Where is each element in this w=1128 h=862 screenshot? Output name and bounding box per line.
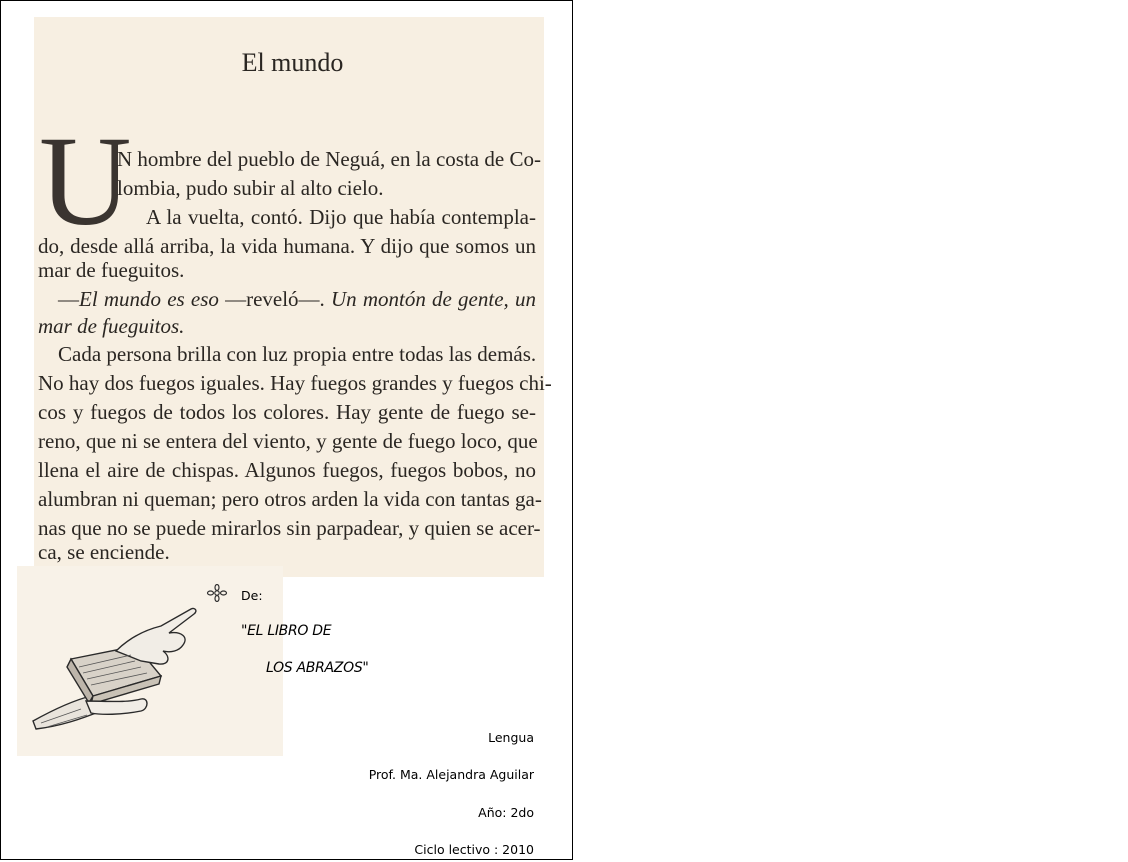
text-line: No hay dos fuegos iguales. Hay fuegos grandes y fuegos chi- (38, 371, 552, 395)
text-line: cos y fuegos de todos los colores. Hay gente de fuego se- (38, 400, 536, 424)
text-line: reno, que ni se entera del viento, y gente de fuego loco, que (38, 429, 538, 453)
text-line: A la vuelta, contó. Dijo que había contempla- (146, 205, 536, 229)
text-line: N hombre del pueblo de Neguá, en la costa de Co- (117, 147, 541, 171)
text-line: do, desde allá arriba, la vida humana. Y dijo que somos un (38, 234, 536, 258)
book-title-line-2: LOS ABRAZOS" (266, 660, 369, 676)
teacher-name: Prof. Ma. Alejandra Aguilar (368, 767, 534, 782)
text-line: alumbran ni queman; pero otros arden la vida con tantas ga- (38, 487, 542, 511)
quote-italic: El mundo es eso (79, 287, 219, 311)
quote-line (58, 289, 536, 310)
quote-dash: — (58, 287, 79, 311)
quote-reveal: —reveló—. (218, 287, 331, 311)
drop-cap: U (39, 110, 132, 252)
subject-label: Lengua (488, 730, 534, 745)
text-line: llena el aire de chispas. Algunos fuegos, fuegos bobos, no (38, 458, 536, 482)
hand-pointing-book-illustration (31, 601, 201, 731)
book-title-line-1: "EL LIBRO DE (241, 623, 332, 639)
school-cycle: Ciclo lectivo : 2010 (414, 842, 534, 857)
flower-ornament-icon (206, 584, 228, 602)
text-line: lombia, pudo subir al alto cielo. (117, 176, 384, 200)
source-label: De: (241, 588, 263, 603)
page-title: El mundo (241, 48, 344, 77)
quote-italic: mar de fueguitos. (38, 314, 185, 338)
text-line: Cada persona brilla con luz propia entre todas las demás. (58, 342, 537, 366)
text-line: mar de fueguitos. (38, 258, 185, 282)
school-year: Año: 2do (478, 805, 534, 820)
text-line: ca, se enciende. (38, 540, 170, 564)
text-line: nas que no se puede mirarlos sin parpadear, y quien se acer- (38, 516, 541, 540)
quote-line (38, 316, 184, 337)
quote-italic: Un montón de gente, un (331, 287, 536, 311)
